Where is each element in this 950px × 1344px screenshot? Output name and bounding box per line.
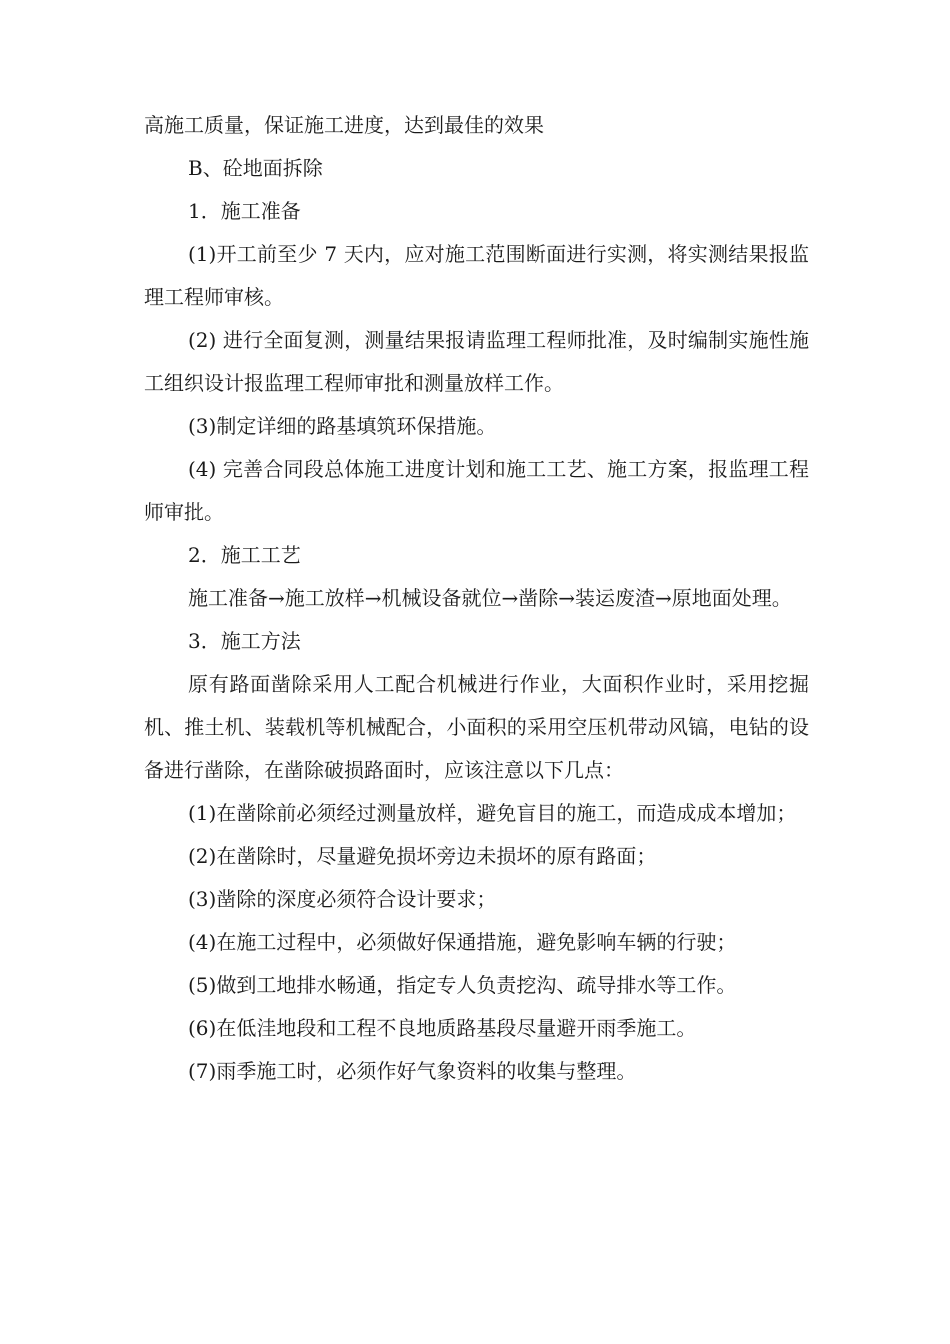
note-item-2: (2)在凿除时，尽量避免损坏旁边未损坏的原有路面；	[188, 844, 657, 868]
method-paragraph: 原有路面凿除采用人工配合机械进行作业，大面积作业时，采用挖掘机、推土机、装载机等机械配合，小面积的采用空压机带动风镐，电钻的设备进行凿除，在凿除破损路面时，应该注意以下几点：	[144, 672, 809, 782]
list-item-2: (2) 进行全面复测，测量结果报请监理工程师批准，及时编制实施性施工组织设计报监理工程师审批和测量放样工作。	[144, 328, 809, 395]
note-item-7: (7)雨季施工时，必须作好气象资料的收集与整理。	[188, 1059, 637, 1083]
section-heading-b: B、砼地面拆除	[188, 156, 323, 180]
document-body	[144, 104, 809, 1093]
subheading-construction-method: 3．施工方法	[188, 629, 301, 653]
subheading-construction-process: 2．施工工艺	[188, 543, 301, 567]
paragraph-continuation: 高施工质量，保证施工进度，达到最佳的效果	[144, 113, 544, 137]
process-flow-paragraph: 施工准备→施工放样→机械设备就位→凿除→装运废渣→原地面处理。	[188, 586, 792, 610]
list-item-3: (3)制定详细的路基填筑环保措施。	[188, 414, 497, 438]
note-item-6: (6)在低洼地段和工程不良地质路基段尽量避开雨季施工。	[188, 1016, 697, 1040]
list-item-4: (4) 完善合同段总体施工进度计划和施工工艺、施工方案，报监理工程师审批。	[144, 457, 809, 524]
note-item-1: (1)在凿除前必须经过测量放样，避免盲目的施工，而造成成本增加；	[188, 801, 797, 825]
subheading-construction-preparation: 1．施工准备	[188, 199, 301, 223]
note-item-4: (4)在施工过程中，必须做好保通措施，避免影响车辆的行驶；	[188, 930, 737, 954]
note-item-3: (3)凿除的深度必须符合设计要求；	[188, 887, 497, 911]
note-item-5: (5)做到工地排水畅通，指定专人负责挖沟、疏导排水等工作。	[188, 973, 737, 997]
list-item-1: (1)开工前至少 7 天内，应对施工范围断面进行实测，将实测结果报监理工程师审核。	[144, 242, 809, 309]
